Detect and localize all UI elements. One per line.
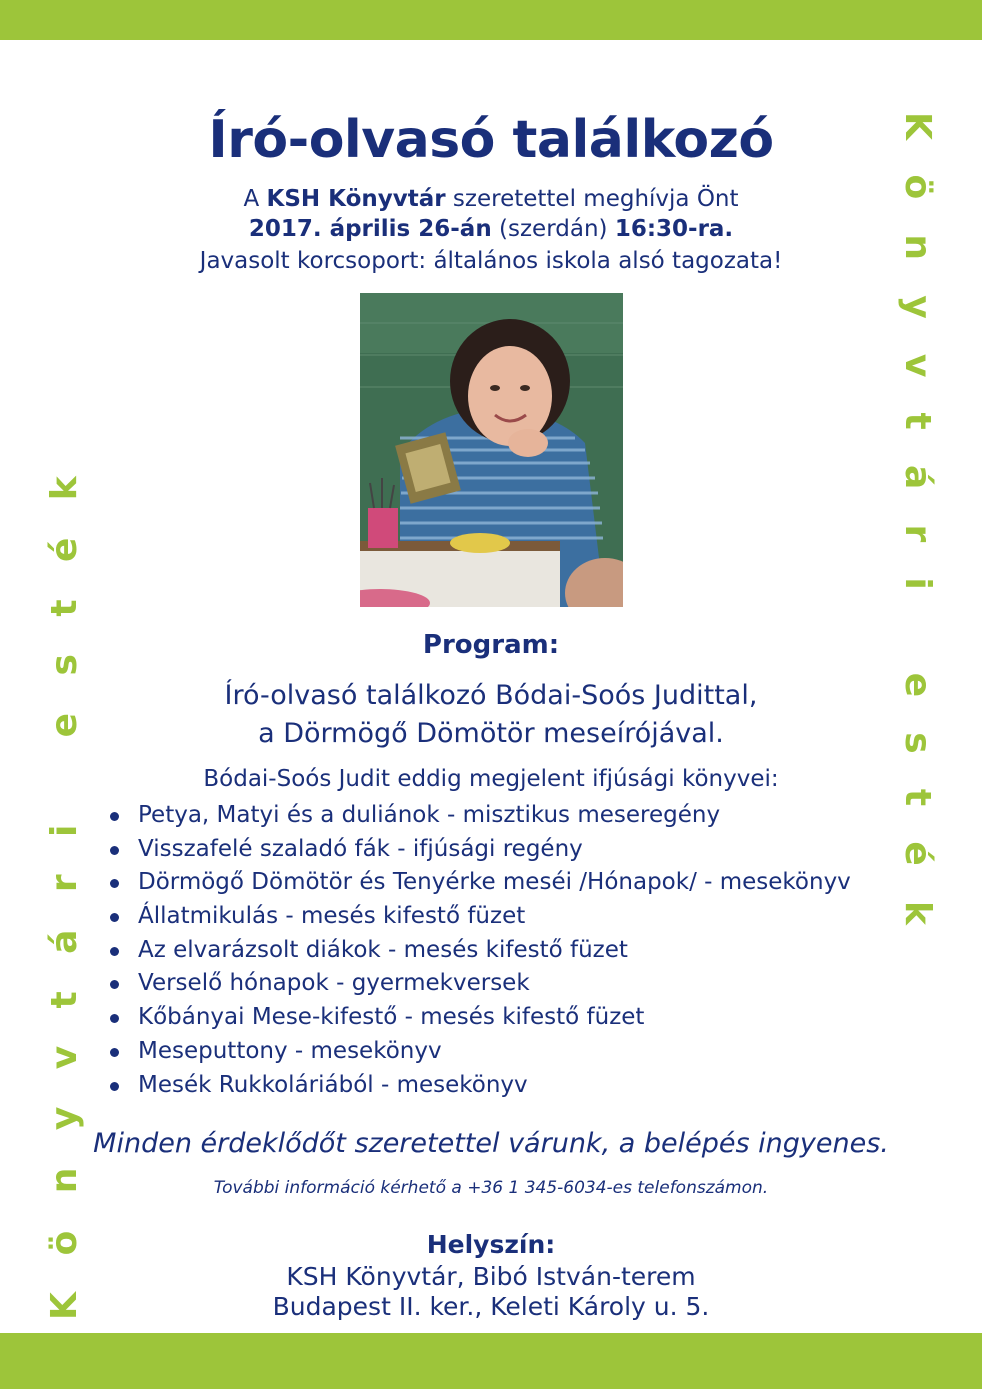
bullet-icon xyxy=(110,1082,119,1091)
location-line-1: KSH Könyvtár, Bibó István-terem xyxy=(286,1262,696,1291)
age-group-line: Javasolt korcsoport: általános iskola alsó tagozata! xyxy=(199,248,783,274)
page-title: Író-olvasó találkozó xyxy=(208,110,774,170)
location-heading: Helyszín: xyxy=(426,1230,556,1259)
side-text-right: Könyvtári esték xyxy=(897,112,938,961)
program-heading: Program: xyxy=(422,630,560,660)
books-heading: Bódai-Soós Judit eddig megjelent ifjúsági könyvei: xyxy=(203,766,779,792)
list-item: Petya, Matyi és a duliánok - misztikus meseregény xyxy=(108,799,851,833)
welcome-text: Minden érdeklődőt szeretettel várunk, a belépés ingyenes. xyxy=(93,1128,889,1159)
list-item: Kőbányai Mese-kifestő - mesés kifestő füzet xyxy=(108,1001,851,1035)
bullet-icon xyxy=(110,846,119,855)
book-list xyxy=(108,799,851,1102)
date-line: 2017. április 26-án (szerdán) 16:30-ra. xyxy=(248,216,734,242)
organizer-name: KSH Könyvtár xyxy=(266,186,446,212)
list-item: Mesék Rukkoláriából - mesekönyv xyxy=(108,1069,851,1103)
bullet-icon xyxy=(110,812,119,821)
bullet-icon xyxy=(110,947,119,956)
list-item: Az elvarázsolt diákok - mesés kifestő füzet xyxy=(108,934,851,968)
list-item: Meseputtony - mesekönyv xyxy=(108,1035,851,1069)
list-item: Visszafelé szaladó fák - ifjúsági regény xyxy=(108,833,851,867)
bullet-icon xyxy=(110,879,119,888)
bottom-green-band xyxy=(0,1333,982,1389)
program-line-1: Író-olvasó találkozó Bódai-Soós Judittal, xyxy=(224,680,758,711)
bullet-icon xyxy=(110,980,119,989)
bullet-icon xyxy=(110,913,119,922)
list-item: Állatmikulás - mesés kifestő füzet xyxy=(108,900,851,934)
program-line-2: a Dörmögő Dömötör meseírójával. xyxy=(258,718,724,749)
location-line-2: Budapest II. ker., Keleti Károly u. 5. xyxy=(272,1292,710,1321)
list-item: Verselő hónapok - gyermekversek xyxy=(108,967,851,1001)
bullet-icon xyxy=(110,1014,119,1023)
top-green-band xyxy=(0,0,982,40)
bullet-icon xyxy=(110,1048,119,1057)
contact-info: További információ kérhető a +36 1 345-6034-es telefonszámon. xyxy=(213,1178,769,1198)
side-text-left: Könyvtári esték xyxy=(44,438,85,1320)
author-photo xyxy=(360,293,623,607)
event-date: 2017. április 26-án xyxy=(248,216,492,242)
invite-line: A KSH Könyvtár szeretettel meghívja Önt xyxy=(243,186,739,212)
event-time: 16:30-ra. xyxy=(614,216,734,242)
list-item: Dörmögő Dömötör és Tenyérke meséi /Hónapok/ - mesekönyv xyxy=(108,866,851,900)
